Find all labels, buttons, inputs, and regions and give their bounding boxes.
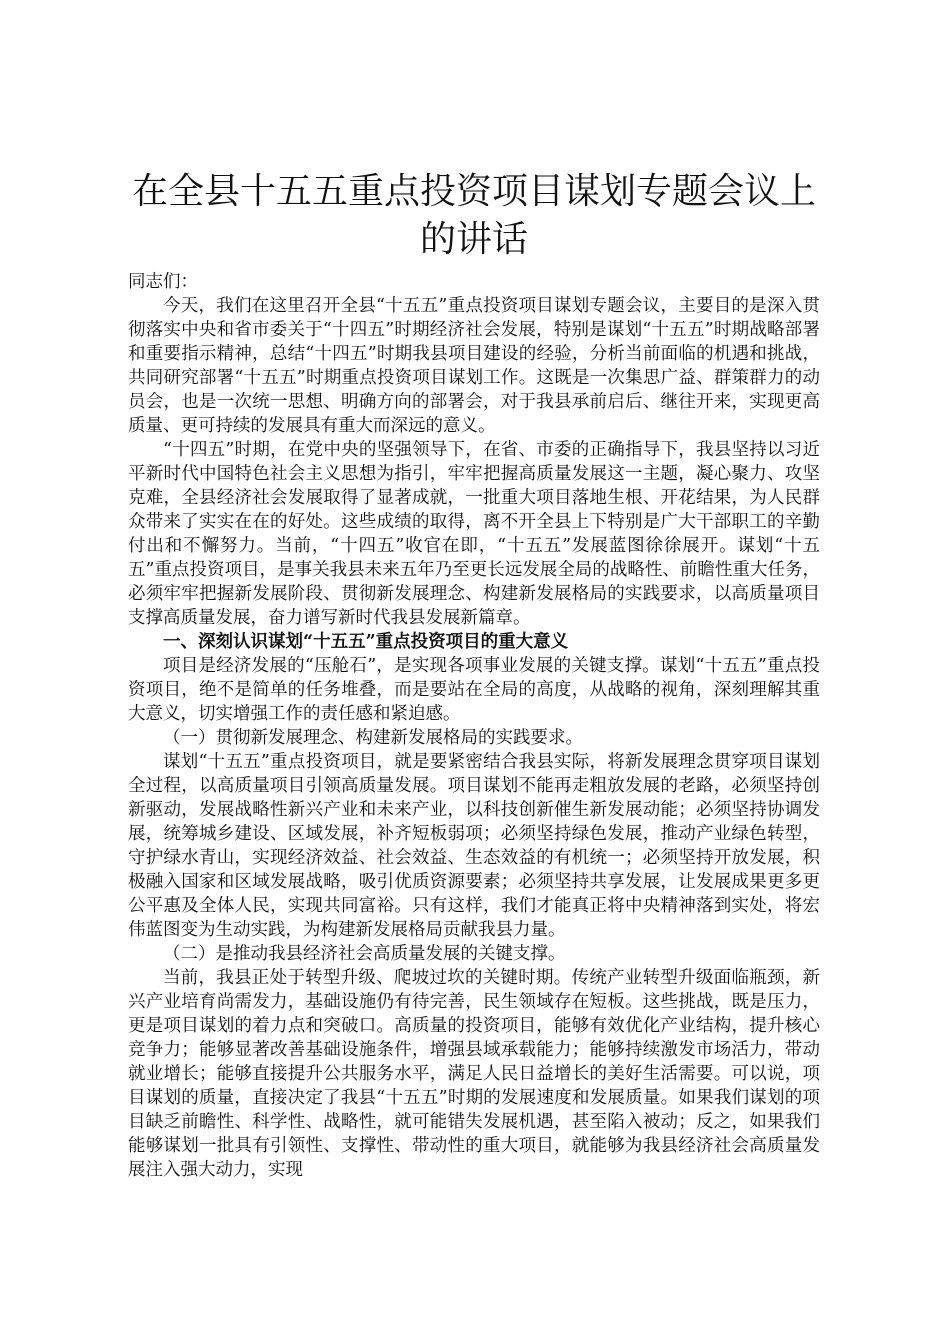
document-page (128, 168, 820, 1182)
subsection-paragraph-1: 谋划“十五五”重点投资项目，就是要紧密结合我县实际，将新发展理念贯穿项目谋划全过程，以高质量项目引领高质量发展。项目谋划不能再走粗放发展的老路，必须坚持创新驱动，发展战略性新兴产业和未来产业，以科技创新催生新发展动能；必须坚持协调发展，统筹城乡建设、区域发展，补齐短板弱项；必须坚持绿色发展，推动产业绿色转型，守护绿水青山，实现经济效益、社会效益、生态效益的有机统一；必须坚持开放发展，积极融入国家和区域发展战略，吸引优质资源要素；必须坚持共享发展，让发展成果更多更公平惠及全体人民，实现共同富裕。只有这样，我们才能真正将中央精神落到实处，将宏伟蓝图变为生动实践，为构建新发展格局贡献我县力量。 (128, 752, 820, 940)
paragraph-review: “十四五”时期，在党中央的坚强领导下，在省、市委的正确指导下，我县坚持以习近平新时代中国特色社会主义思想为指引，牢牢把握高质量发展这一主题，凝心聚力、攻坚克难，全县经济社会发展取得了显著成就，一批重大项目落地生根、开花结果，为人民群众带来了实实在在的好处。这些成绩的取得，离不开全县上下特别是广大干部职工的辛勤付出和不懈努力。当前，“十四五”收官在即，“十五五”发展蓝图徐徐展开。谋划“十五五”重点投资项目，是事关我县未来五年乃至更长远发展全局的战略性、前瞻性重大任务，必须牢牢把握新发展阶段、贯彻新发展理念、构建新发展格局的实践要求，以高质量项目支撑高质量发展，奋力谱写新时代我县发展新篇章。 (128, 440, 820, 628)
subsection-heading-1: （一）贯彻新发展理念、构建新发展格局的实践要求。 (163, 728, 583, 748)
section-intro-paragraph: 项目是经济发展的“压舱石”，是实现各项事业发展的关键支撑。谋划“十五五”重点投资项目，绝不是简单的任务堆叠，而是要站在全局的高度，从战略的视角，深刻理解其重大意义，切实增强工作的责任感和紧迫感。 (128, 656, 820, 724)
section-heading: 一、深刻认识谋划“十五五”重点投资项目的重大意义 (163, 632, 569, 652)
salutation: 同志们： (128, 272, 198, 292)
document-title: 在全县十五五重点投资项目谋划专题会议上的讲话 (131, 171, 816, 260)
subsection-heading-2: （二）是推动我县经济社会高质量发展的关键支撑。 (163, 944, 566, 964)
paragraph-intro: 今天，我们在这里召开全县“十五五”重点投资项目谋划专题会议，主要目的是深入贯彻落实中央和省市委关于“十四五”时期经济社会发展，特别是谋划“十五五”时期战略部署和重要指示精神，总结“十四五”时期我县项目建设的经验，分析当前面临的机遇和挑战，共同研究部署“十五五”时期重点投资项目谋划工作。这既是一次集思广益、群策群力的动员会，也是一次统一思想、明确方向的部署会，对于我县承前启后、继往开来，实现更高质量、更可持续的发展具有重大而深远的意义。 (128, 296, 820, 436)
subsection-paragraph-2: 当前，我县正处于转型升级、爬坡过坎的关键时期。传统产业转型升级面临瓶颈，新兴产业培育尚需发力，基础设施仍有待完善，民生领域存在短板。这些挑战，既是压力，更是项目谋划的着力点和突破口。高质量的投资项目，能够有效优化产业结构，提升核心竞争力；能够显著改善基础设施条件，增强县域承载能力；能够持续激发市场活力，带动就业增长；能够直接提升公共服务水平，满足人民日益增长的美好生活需要。可以说，项目谋划的质量，直接决定了我县“十五五”时期的发展速度和发展质量。如果我们谋划的项目缺乏前瞻性、科学性、战略性，就可能错失发展机遇，甚至陷入被动；反之，如果我们能够谋划一批具有引领性、支撑性、带动性的重大项目，就能够为我县经济社会高质量发展注入强大动力，实现 (128, 968, 820, 1180)
